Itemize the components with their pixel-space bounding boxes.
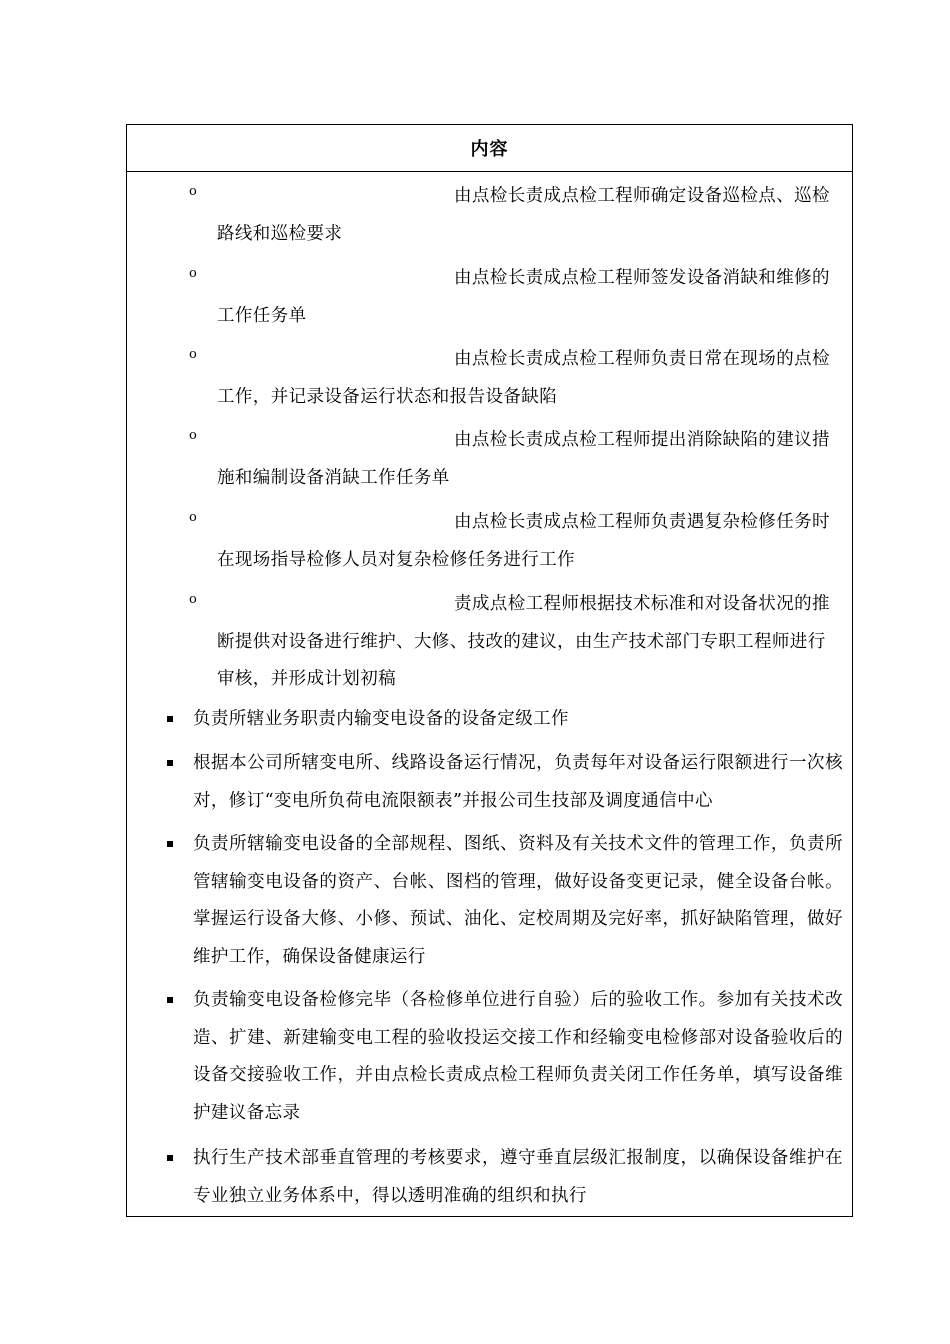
circle-bullet-icon: o	[189, 184, 197, 199]
sub-list-item-text: 责成点检工程师根据技术标准和对设备状况的推断提供对设备进行维护、大修、技改的建议，由生产技术部门专职工程师进行审核，并形成计划初稿	[217, 594, 830, 689]
circle-bullet-icon: o	[189, 592, 197, 607]
square-bullet-icon	[167, 841, 173, 847]
content-table	[126, 124, 853, 1217]
list-item-text: 负责所辖输变电设备的全部规程、图纸、资料及有关技术文件的管理工作，负责所管辖输变电设备的资产、台帐、图档的管理，做好设备变更记录，健全设备台帐。掌握运行设备大修、小修、预试、油化、定校周期及完好率，抓好缺陷管理，做好维护工作，确保设备健康运行	[193, 834, 843, 967]
square-bullet-icon	[167, 716, 173, 722]
sub-list-item-text: 由点检长责成点检工程师确定设备巡检点、巡检路线和巡检要求	[217, 186, 830, 244]
list-item-text: 执行生产技术部垂直管理的考核要求，遵守垂直层级汇报制度，以确保设备维护在专业独立业务体系中，得以透明准确的组织和执行	[193, 1148, 843, 1206]
square-bullet-icon	[167, 1155, 173, 1161]
circle-bullet-icon: o	[189, 510, 197, 525]
circle-bullet-icon: o	[189, 347, 197, 362]
sub-list-item-text: 由点检长责成点检工程师签发设备消缺和维修的工作任务单	[217, 268, 830, 326]
list-item-text: 根据本公司所辖变电所、线路设备运行情况，负责每年对设备运行限额进行一次核对，修订“变电所负荷电流限额表”并报公司生技部及调度通信中心	[193, 753, 843, 811]
list-item-text: 负责所辖业务职责内输变电设备的设备定级工作	[193, 709, 569, 729]
list-item-text: 负责输变电设备检修完毕（各检修单位进行自验）后的验收工作。参加有关技术改造、扩建、新建输变电工程的验收投运交接工作和经输变电检修部对设备验收后的设备交接验收工作，并由点检长责成点检工程师负责关闭工作任务单，填写设备维护建议备忘录	[193, 990, 843, 1123]
sub-list-item-text: 由点检长责成点检工程师负责日常在现场的点检工作，并记录设备运行状态和报告设备缺陷	[217, 349, 830, 407]
square-bullet-icon	[167, 997, 173, 1003]
sub-list-item-text: 由点检长责成点检工程师提出消除缺陷的建议措施和编制设备消缺工作任务单	[217, 430, 830, 488]
circle-bullet-icon: o	[189, 266, 197, 281]
circle-bullet-icon: o	[189, 428, 197, 443]
table-header: 内容	[127, 125, 852, 172]
sub-list-item-text: 由点检长责成点检工程师负责遇复杂检修任务时在现场指导检修人员对复杂检修任务进行工作	[217, 512, 830, 570]
square-bullet-icon	[167, 760, 173, 766]
